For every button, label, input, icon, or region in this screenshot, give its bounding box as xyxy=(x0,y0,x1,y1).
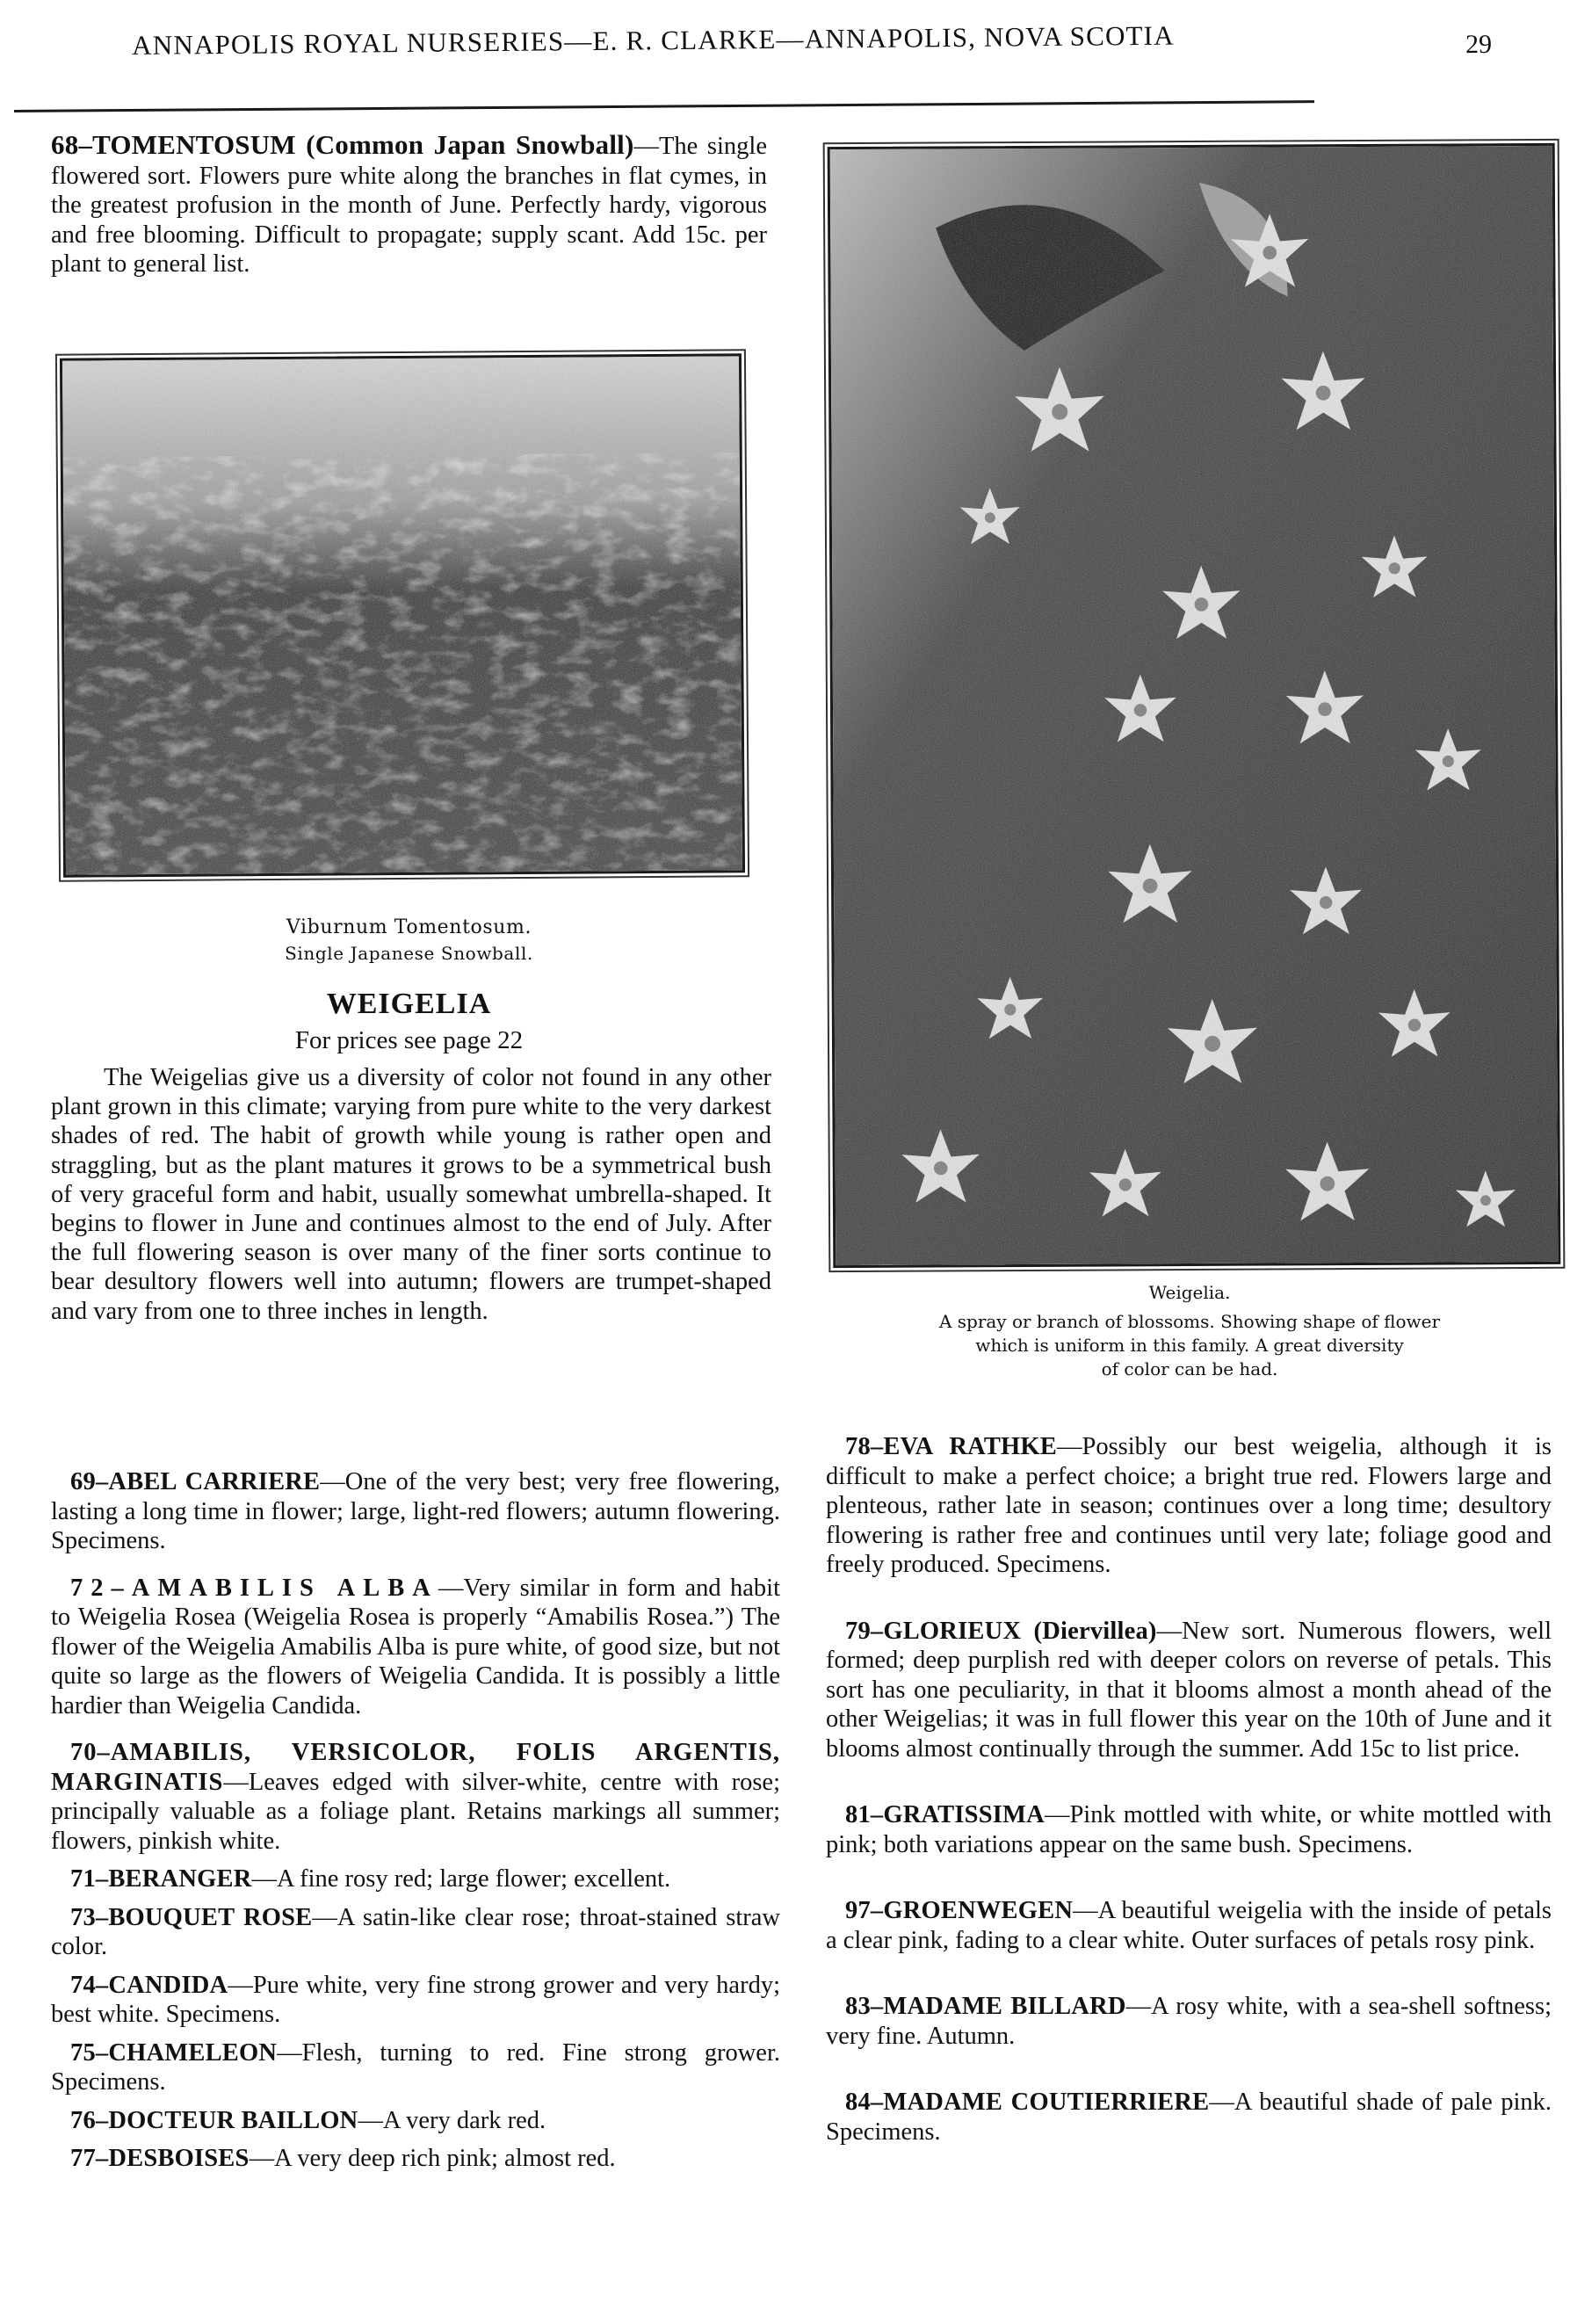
catalog-entry xyxy=(51,1738,780,1856)
entry-text: —Very similar in form and habit to Weigelia Rosea (Weigelia Rosea is properly “Amabilis Rosea.”) The flower of the Weigelia Amabilis Alba is pure white, of good size, but not quite so large as the flowers of Weigelia Candida. It is possibly a little hardier than Weigelia Candida. xyxy=(51,1574,780,1719)
entry-name: 81–GRATISSIMA xyxy=(845,1801,1045,1828)
entry-text: —Pure white, very fine strong grower and very hardy; best white. Specimens. xyxy=(51,1971,780,2028)
caption-line: of color can be had. xyxy=(1101,1358,1278,1379)
entry-name: 68–TOMENTOSUM (Common Japan Snowball) xyxy=(51,129,634,160)
entry-text: —Possibly our best weigelia, although it is difficult to make a perfect choice; a bright true red. Flowers large and plenteous, rather late in season; continues over a long time; desultory flowering is rather free and continues until very late; foliage good and freely produced. Specimens. xyxy=(826,1433,1552,1578)
catalog-entry xyxy=(826,1432,1552,1580)
catalog-entry xyxy=(826,1992,1552,2051)
entry-text: —One of the very best; very free flowering, lasting a long time in flower; large, light-red flowers; autumn flowering. Specimens. xyxy=(51,1468,780,1554)
catalog-entry xyxy=(51,1864,780,1894)
entry-name: 70–AMABILIS, VERSICOLOR, FOLIS ARGENTIS, MARGINATIS xyxy=(51,1739,780,1796)
section-title: WEIGELIA xyxy=(326,988,492,1020)
left-entry-list xyxy=(51,1467,780,2183)
entry-name: 84–MADAME COUTIERRIERE xyxy=(845,2089,1210,2116)
snowball-photo xyxy=(60,353,745,877)
page-number: 29 xyxy=(1465,29,1493,60)
entry-text: —A beautiful shade of pale pink. Specimens. xyxy=(826,2089,1552,2146)
catalog-entry xyxy=(826,2088,1552,2147)
catalog-entry xyxy=(826,1800,1552,1859)
entry-text: —A very dark red. xyxy=(358,2106,546,2134)
catalog-entry xyxy=(51,2106,780,2136)
entry-name: 76–DOCTEUR BAILLON xyxy=(70,2106,358,2134)
entry-name: 79–GLORIEUX (Diervillea) xyxy=(845,1617,1157,1645)
entry-text: —Flesh, turning to red. Fine strong grower. Specimens. xyxy=(51,2038,780,2096)
catalog-entry xyxy=(51,1971,780,2030)
entry-text: —The single flowered sort. Flowers pure white along the branches in flat cymes, in the greatest profusion in the month of June. Perfectly hardy, vigorous and free blooming. Difficult to propagate; supply scant. Add 15c. per plant to general list. xyxy=(51,133,767,278)
caption-title: Weigelia. xyxy=(1148,1282,1231,1303)
catalog-entry xyxy=(826,1617,1552,1764)
entry-text: —A rosy white, with a sea-shell softness; very fine. Autumn. xyxy=(826,1993,1552,2050)
tomentosum-entry xyxy=(51,130,767,295)
catalog-entry xyxy=(51,130,767,279)
entry-text: —New sort. Numerous flowers, well formed; deep purplish red with deeper colors on reverse of petals. This sort has one peculiarity, in that it blooms almost a month ahead of the other Weigelias; it was in full flower this year on the 10th of June and it blooms almost continually through the summer. Add 15c to list price. xyxy=(826,1617,1552,1763)
caption-subtitle: Single Japanese Snowball. xyxy=(285,943,533,964)
entry-name: 71–BERANGER xyxy=(70,1865,252,1893)
running-head: ANNAPOLIS ROYAL NURSERIES—E. R. CLARKE—ANNAPOLIS, NOVA SCOTIA xyxy=(132,19,1175,61)
section-subtitle: For prices see page 22 xyxy=(294,1026,524,1054)
entry-name: 97–GROENWEGEN xyxy=(845,1897,1074,1924)
section-intro xyxy=(51,1063,771,1326)
entry-name: 78–EVA RATHKE xyxy=(845,1433,1057,1460)
intro-paragraph: The Weigelias give us a diversity of color not found in any other plant grown in this climate; varying from pure white to the very darkest shades of red. The habit of growth while young is rather open and straggling, but as the plant matures it grows to be a symmetrical bush of very graceful form and habit, usually somewhat umbrella-shaped. It begins to flower in June and continues almost to the end of July. After the full flowering season is over many of the finer sorts continue to bear desultory flowers well into autumn; flowers are trumpet-shaped and vary from one to three inches in length. xyxy=(51,1064,771,1325)
right-entry-list xyxy=(826,1432,1552,2183)
catalog-entry xyxy=(826,1896,1552,1955)
catalog-entry xyxy=(51,1903,780,1962)
snowball-caption xyxy=(51,914,767,965)
entry-text: —A fine rosy red; large flower; excellent. xyxy=(251,1865,671,1893)
entry-text: —A satin-like clear rose; throat-stained straw color. xyxy=(51,1903,781,1960)
entry-name: 73–BOUQUET ROSE xyxy=(70,1903,313,1931)
entry-text: —A very deep rich pink; almost red. xyxy=(249,2145,616,2172)
caption-line: A spray or branch of blossoms. Showing shape of flower xyxy=(938,1311,1441,1332)
entry-name: 69–ABEL CARRIERE xyxy=(70,1468,321,1495)
caption-line: which is uniform in this family. A great diversity xyxy=(975,1335,1404,1356)
entry-text: —Pink mottled with white, or white mottled with pink; both variations appear on the same bush. Specimens. xyxy=(826,1801,1552,1858)
weigelia-caption xyxy=(821,1281,1558,1381)
catalog-entry xyxy=(51,1467,780,1556)
entry-text: —A beautiful weigelia with the inside of petals a clear pink, fading to a clear white. Outer surfaces of petals rosy pink. xyxy=(826,1897,1552,1954)
caption-title: Viburnum Tomentosum. xyxy=(286,916,532,938)
entry-name: 72–AMABILIS ALBA xyxy=(70,1574,438,1602)
entry-name: 77–DESBOISES xyxy=(70,2145,250,2172)
header-rule xyxy=(14,100,1314,112)
catalog-entry xyxy=(51,2038,780,2097)
catalog-entry xyxy=(51,2144,780,2174)
entry-name: 74–CANDIDA xyxy=(70,1971,228,1999)
weigelia-photo xyxy=(828,143,1561,1268)
bush-photo-icon xyxy=(62,356,742,874)
flower-spray-photo-icon xyxy=(830,146,1559,1265)
entry-name: 75–CHAMELEON xyxy=(70,2038,278,2067)
entry-text: —Leaves edged with silver-white, centre with rose; principally valuable as a foliage plant. Retains markings all summer; flowers, pinkish white. xyxy=(51,1768,780,1855)
catalog-entry xyxy=(51,1574,780,1721)
entry-name: 83–MADAME BILLARD xyxy=(845,1993,1126,2020)
